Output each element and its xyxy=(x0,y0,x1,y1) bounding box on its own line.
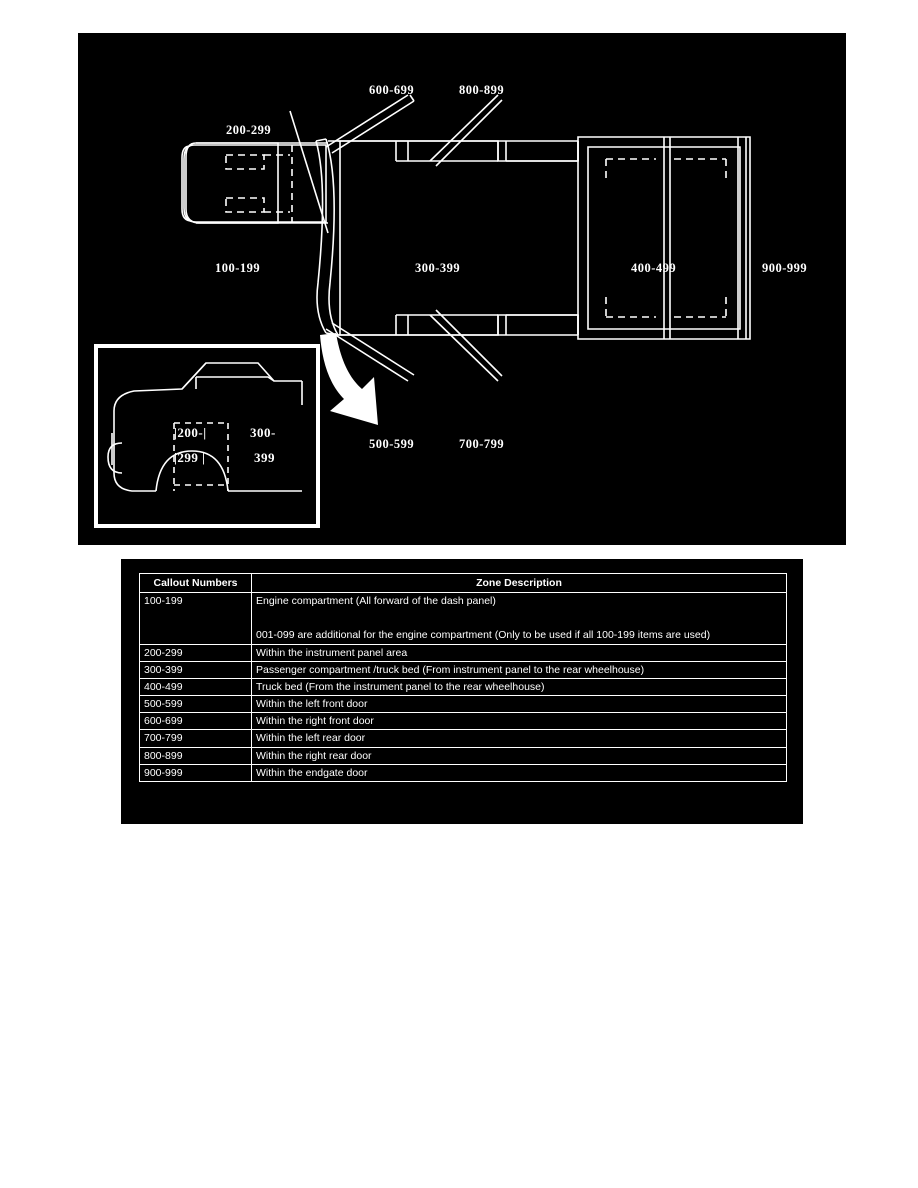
zone-description-table xyxy=(139,573,787,782)
row-description-100-199-line2: 001-099 are additional for the engine compartment (Only to be used if all 100-199 items are used) xyxy=(256,629,711,642)
zone-label-300-399: 300-399 xyxy=(415,261,461,275)
row-callout-700-799: 700-799 xyxy=(140,730,252,747)
row-callout-800-899: 800-899 xyxy=(140,747,252,764)
table-row xyxy=(140,713,787,730)
row-description-900-999: Within the endgate door xyxy=(252,764,787,781)
zone-label-800-899: 800-899 xyxy=(459,83,505,97)
zone-label-200-299: 200-299 xyxy=(226,123,272,137)
row-description-300-399: Passenger compartment /truck bed (From instrument panel to the rear wheelhouse) xyxy=(252,661,787,678)
vehicle-outline-graphic xyxy=(78,33,846,545)
zone-label-100-199: 100-199 xyxy=(215,261,261,275)
row-callout-900-999: 900-999 xyxy=(140,764,252,781)
table-header-row xyxy=(140,574,787,593)
row-description-800-899: Within the right rear door xyxy=(252,747,787,764)
table-row xyxy=(140,678,787,695)
table-row xyxy=(140,730,787,747)
inset-label-300-399-top: 300- xyxy=(250,425,276,440)
table-row xyxy=(140,747,787,764)
zone-description-table-panel xyxy=(121,559,803,824)
row-description-100-199 xyxy=(252,593,787,644)
table-row xyxy=(140,644,787,661)
inset-label-200-299-bottom: |299 | xyxy=(174,450,206,465)
zone-label-900-999: 900-999 xyxy=(762,261,808,275)
row-description-200-299: Within the instrument panel area xyxy=(252,644,787,661)
table-row xyxy=(140,661,787,678)
row-callout-300-399: 300-399 xyxy=(140,661,252,678)
zone-label-700-799: 700-799 xyxy=(459,437,505,451)
inset-label-300-399-bottom: 399 xyxy=(254,450,275,465)
row-callout-200-299: 200-299 xyxy=(140,644,252,661)
row-callout-400-499: 400-499 xyxy=(140,678,252,695)
zone-label-400-499: 400-499 xyxy=(631,261,677,275)
row-description-100-199-line1: Engine compartment (All forward of the dash panel) xyxy=(256,595,496,608)
zone-label-500-599: 500-599 xyxy=(369,437,415,451)
row-description-400-499: Truck bed (From the instrument panel to the rear wheelhouse) xyxy=(252,678,787,695)
row-callout-100-199: 100-199 xyxy=(140,593,252,644)
row-description-600-699: Within the right front door xyxy=(252,713,787,730)
table-header-callout-numbers: Callout Numbers xyxy=(140,574,252,593)
table-header-zone-description: Zone Description xyxy=(252,574,787,593)
row-description-500-599: Within the left front door xyxy=(252,696,787,713)
table-row xyxy=(140,764,787,781)
zone-label-600-699: 600-699 xyxy=(369,83,415,97)
row-description-700-799: Within the left rear door xyxy=(252,730,787,747)
table-row xyxy=(140,593,787,644)
table-row xyxy=(140,696,787,713)
vehicle-zone-diagram-panel xyxy=(78,33,846,545)
row-callout-500-599: 500-599 xyxy=(140,696,252,713)
row-callout-600-699: 600-699 xyxy=(140,713,252,730)
inset-label-200-299-top: |200-| xyxy=(174,425,207,440)
